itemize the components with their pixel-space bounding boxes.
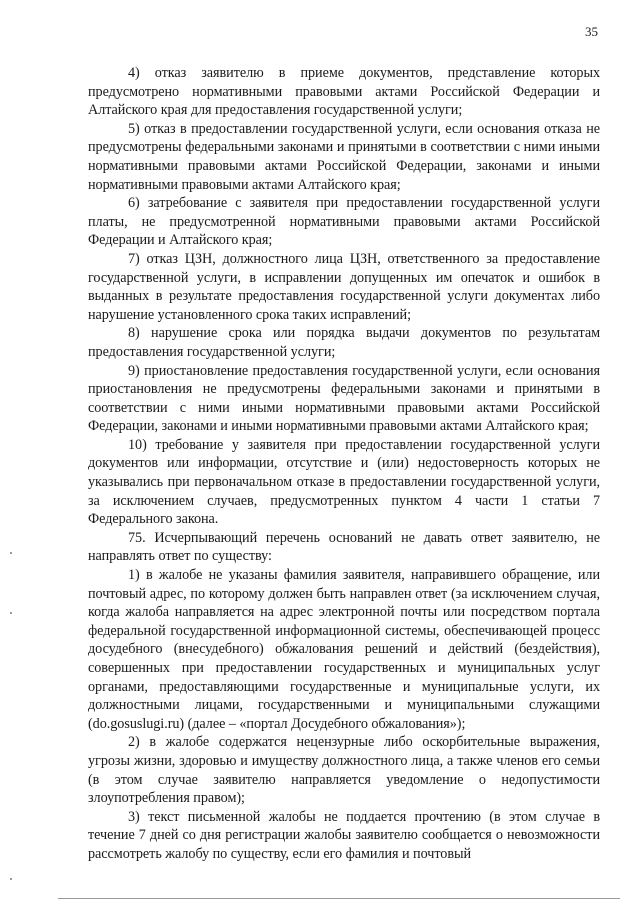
document-body	[88, 64, 600, 864]
paragraph-item-4: 4) отказ заявителю в приеме документов, представление которых предусмотрено нормативными правовыми актами Российской Федерации и Алтайского края для предоставления государственной услуги;	[88, 65, 600, 119]
scan-speck	[10, 878, 12, 880]
page-number: 35	[585, 24, 598, 39]
paragraph-subitem-2: 2) в жалобе содержатся нецензурные либо оскорбительные выражения, угрозы жизни, здоровью и имуществу должностного лица, а также членов его семьи (в этом случае заявителю направляется уведомление о недопустимости злоупотребления правом);	[88, 734, 600, 807]
paragraph-subitem-1: 1) в жалобе не указаны фамилия заявителя, направившего обращение, или почтовый адрес, по которому должен быть направлен ответ (за исключением случая, когда жалоба направляется на адрес электронной почты или посредством портала федеральной государственной информационной системы, обеспечивающей процесс досудебного (внесудебного) обжалования решений и действий (бездействия), совершенных при предоставлении государственных и муниципальных услуг органами, предоставляющими государственные и муниципальные услуги, их должностными лицами, государственными и муниципальными служащими (do.gosuslugi.ru) (далее – «портал Досудебного обжалования»);	[88, 567, 600, 732]
paragraph-item-5: 5) отказ в предоставлении государственной услуги, если основания отказа не предусмотрены федеральными законами и принятыми в соответствии с ними иными нормативными правовыми актами Российской Федерации, законами и иными нормативными правовыми актами Алтайского края;	[88, 120, 600, 193]
paragraph-item-6: 6) затребование с заявителя при предоставлении государственной услуги платы, не предусмотренной нормативными правовыми актами Российской Федерации и Алтайского края;	[88, 195, 600, 249]
scan-speck	[10, 612, 12, 614]
scan-speck	[10, 552, 12, 554]
section-75-heading: 75. Исчерпывающий перечень оснований не давать ответ заявителю, не направлять ответ по существу:	[88, 529, 600, 565]
scan-bottom-edge	[58, 898, 620, 899]
paragraph-item-10: 10) требование у заявителя при предоставлении государственной услуги документов или информации, отсутствие и (или) недостоверность которых не указывались при первоначальном отказе в предоставлении государственной услуги, за исключением случаев, предусмотренных пунктом 4 части 1 статьи 7 Федерального закона.	[88, 436, 600, 528]
paragraph-subitem-3: 3) текст письменной жалобы не поддается прочтению (в этом случае в течение 7 дней со дня регистрации жалобы заявителю сообщается о невозможности рассмотреть жалобу по существу, если его фамилия и почтовый	[88, 808, 600, 862]
paragraph-item-7: 7) отказ ЦЗН, должностного лица ЦЗН, ответственного за предоставление государственной услуги, в исправлении допущенных им опечаток и ошибок в выданных в результате предоставления государственной услуги документах либо нарушение установленного срока таких исправлений;	[88, 250, 600, 323]
paragraph-item-8: 8) нарушение срока или порядка выдачи документов по результатам предоставления государственной услуги;	[88, 325, 600, 360]
paragraph-item-9: 9) приостановление предоставления государственной услуги, если основания приостановления не предусмотрены федеральными законами и принятыми в соответствии с ними иными нормативными правовыми актами Российской Федерации, законами и иными нормативными правовыми актами Алтайского края;	[88, 362, 600, 435]
